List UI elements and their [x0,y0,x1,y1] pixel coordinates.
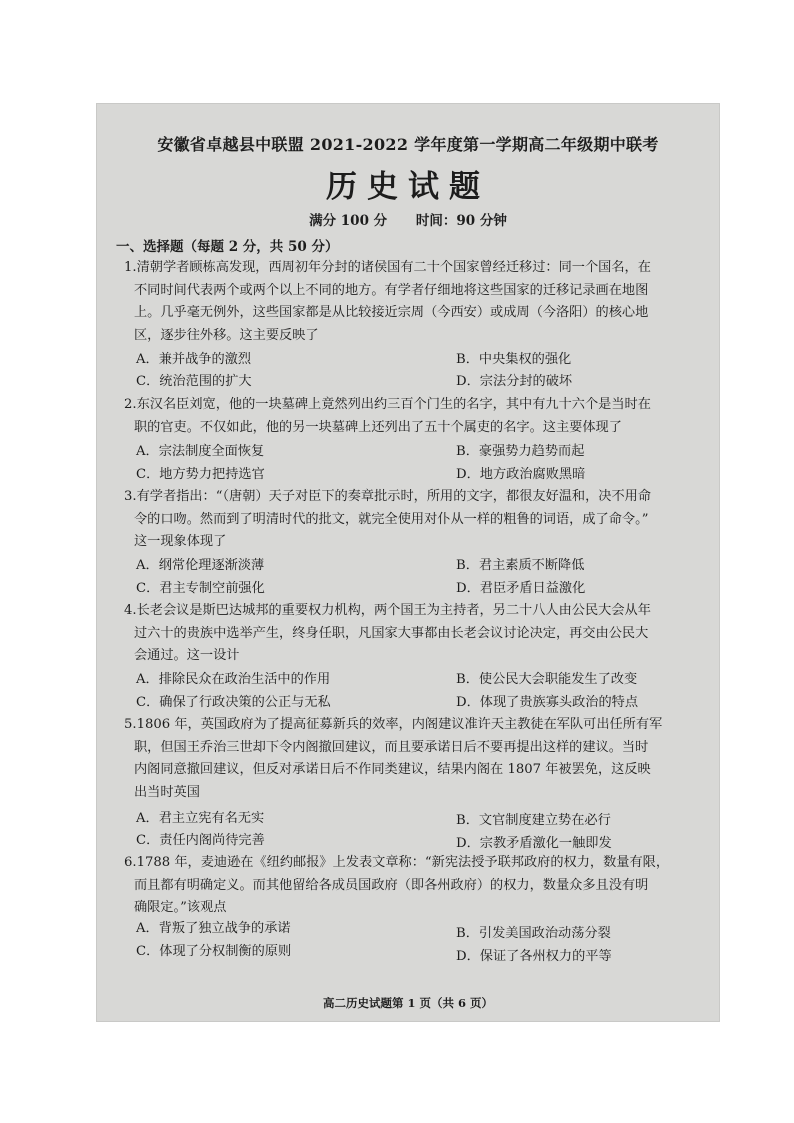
question-line: 这一现象体现了 [134,534,227,550]
question-line: 6.1788 年，麦迪逊在《纽约邮报》上发表文章称：“新宪法授予联邦政府的权力，数量有限， [124,855,670,870]
option-b[interactable]: B．君主素质不断降低 [456,558,585,573]
question-line: 会通过。这一设计 [134,648,240,664]
question-5 [124,714,714,805]
option-c[interactable]: C．统治范围的扩大 [136,374,252,389]
option-a[interactable]: A．排除民众在政治生活中的作用 [136,672,331,687]
option-a[interactable]: A．背叛了独立战争的承诺 [136,921,291,936]
option-d[interactable]: D．宗教矛盾激化一触即发 [456,836,612,851]
option-a[interactable]: A．兼并战争的激烈 [136,352,252,367]
subject-title: 历史试题 [326,169,490,205]
option-b[interactable]: B．使公民大会职能发生了改变 [456,672,638,687]
option-b[interactable]: B．豪强势力趋势而起 [456,444,585,459]
option-d[interactable]: D．体现了贵族寡头政治的特点 [456,695,639,710]
exam-title: 安徽省卓越县中联盟 2021-2022 学年度第一学期高二年级期中联考 [157,135,659,154]
option-d[interactable]: D．地方政治腐败黑暗 [456,467,586,482]
option-d[interactable]: D．君臣矛盾日益激化 [456,581,586,596]
option-c[interactable]: C．责任内阁尚待完善 [136,833,265,848]
option-a[interactable]: A．宗法制度全面恢复 [136,444,265,459]
question-line: 不同时间代表两个或两个以上不同的地方。有学者仔细地将这些国家的迁移记录画在地图 [134,282,649,298]
question-line: 确限定。”该观点 [134,900,227,916]
score-time-line [96,209,720,229]
section-heading: 一、选择题（每题 2 分，共 50 分） [116,239,339,255]
option-c[interactable]: C．君主专制空前强化 [136,581,265,596]
question-line: 而且都有明确定义。而其他留给各成员国政府（即各州政府）的权力，数量众多且没有明 [134,877,649,893]
question-3 [124,486,714,554]
option-b[interactable]: B．中央集权的强化 [456,352,572,367]
option-d[interactable]: D．保证了各州权力的平等 [456,949,612,964]
option-c[interactable]: C．体现了分权制衡的原则 [136,944,292,959]
question-line: 令的口吻。然而到了明清时代的批文，就完全使用对仆从一样的粗鲁的词语，成了命令。” [134,511,649,527]
question-line: 内阁同意撤回建议，但反对承诺日后不作同类建议，结果内阁在 1807 年被罢免，这反映 [134,762,651,778]
question-line: 2.东汉名臣刘宽，他的一块墓碑上竟然列出约三百个门生的名字，其中有九十六个是当时在 [124,397,651,412]
option-c[interactable]: C．确保了行政决策的公正与无私 [136,695,331,710]
option-b[interactable]: B．引发美国政治动荡分裂 [456,926,611,941]
question-line: 上。几乎毫无例外，这些国家都是从比较接近宗周（今西安）或成周（今洛阳）的核心地 [134,305,649,321]
question-line: 职，但国王乔治三世却下令内阁撤回建议，而且要承诺日后不要再提出这样的建议。当时 [134,739,649,755]
full-score: 满分 100 分 [309,213,388,229]
option-a[interactable]: A．君主立宪有名无实 [136,811,265,826]
question-4 [124,600,714,668]
question-line: 3.有学者指出：“（唐朝）天子对臣下的奏章批示时，所用的文字，都很友好温和，决不用命 [124,489,652,504]
question-line: 职的官吏。不仅如此，他的另一块墓碑上还列出了五十个属吏的名字。这主要体现了 [134,419,622,435]
option-b[interactable]: B．文官制度建立势在必行 [456,813,611,828]
question-line: 过六十的贵族中选举产生，终身任职，凡国家大事都由长老会议讨论决定，再交由公民大 [134,625,649,641]
question-line: 区，逐步往外移。这主要反映了 [134,328,319,344]
question-line: 出当时英国 [134,785,200,801]
exam-time: 时间：90 分钟 [415,213,507,229]
question-2 [124,394,714,439]
page-footer: 高二历史试题第 1 页（共 6 页） [322,996,494,1010]
question-6 [124,852,714,920]
question-line: 4.长老会议是斯巴达城邦的重要权力机构，两个国王为主持者，另二十八人由公民大会从年 [124,603,651,618]
option-c[interactable]: C．地方势力把持选官 [136,467,265,482]
option-d[interactable]: D．宗法分封的破坏 [456,374,573,389]
question-line: 5.1806 年，英国政府为了提高征募新兵的效率，内阁建议准许天主教徒在军队可出任所有军 [124,717,663,732]
question-1 [124,257,714,348]
exam-paper [96,103,720,1022]
option-a[interactable]: A．纲常伦理逐渐淡薄 [136,558,265,573]
question-line: 1.清朝学者顾栋高发现，西周初年分封的诸侯国有二十个国家曾经迁移过：同一个国名，在 [124,260,651,275]
